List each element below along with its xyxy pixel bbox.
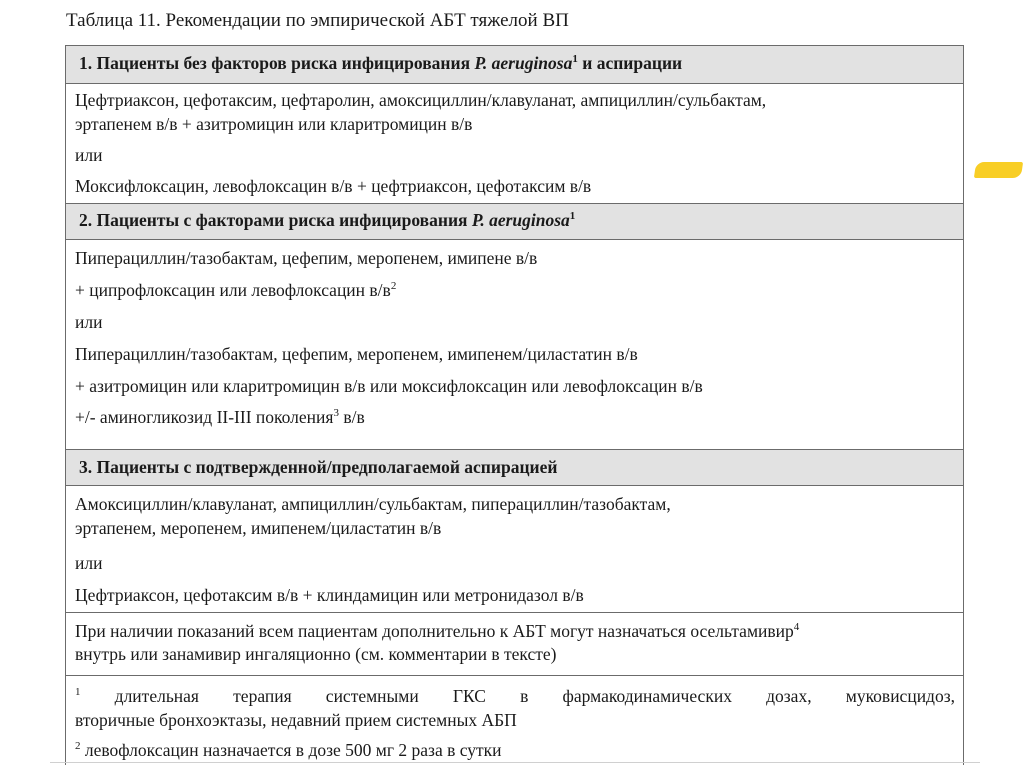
or-separator: или [75,312,103,332]
antiviral-note [66,613,963,676]
section-1-body [66,84,963,204]
footnote-1: $^1$ длительная терапия системными ГКС в фармакодинамических дозах, муковисцидоз, [75,686,955,706]
regimen-line: Пиперациллин/тазобактам, цефепим, меропенем, имипенем/циластатин в/в [75,344,638,364]
section-2-title: 2. Пациенты с факторами риска инфицирования P. aeruginosa$^1$ [79,210,576,230]
regimen-line: +/- аминогликозид II-III поколения$^3$ в/в [75,407,365,427]
regimen-line: Цефтриаксон, цефотаксим, цефтаролин, амоксициллин/клавуланат, ампициллин/сульбактам, [75,90,767,110]
section-3-body [66,486,963,613]
highlighter-mark [974,162,1023,178]
section-3-header [66,450,963,486]
note-line: внутрь или занамивир ингаляционно (см. комментарии в тексте) [75,644,557,664]
regimen-line: Пиперациллин/тазобактам, цефепим, меропенем, имипене в/в [75,248,538,268]
table-caption: Таблица 11. Рекомендации по эмпирической АБТ тяжелой ВП [66,10,569,31]
regimen-line: Цефтриаксон, цефотаксим в/в + клиндамицин или метронидазол в/в [75,585,584,605]
note-line: При наличии показаний всем пациентам дополнительно к АБТ могут назначаться осельтамивир$^4$ [75,621,800,641]
regimen-line: Амоксициллин/клавуланат, ампициллин/сульбактам, пиперациллин/тазобактам, [75,494,671,514]
footnotes [66,676,963,766]
section-1-header [66,46,963,84]
section-3-title: 3. Пациенты с подтвержденной/предполагаемой аспирацией [79,457,558,477]
regimen-line: эртапенем, меропенем, имипенем/циластатин в/в [75,518,442,538]
regimen-line: эртапенем в/в + азитромицин или кларитромицин в/в [75,114,473,134]
section-2-body [66,240,963,450]
page-bottom-edge [50,762,980,763]
or-separator: или [75,145,103,165]
recommendations-table [65,45,964,765]
footnote-1-continued: вторичные бронхоэктазы, недавний прием системных АБП [75,710,517,730]
organism-name: P. aeruginosa [474,53,573,73]
regimen-line: + ципрофлоксацин или левофлоксацин $в/в^2$ [75,280,397,300]
organism-name: P. aeruginosa [471,210,570,230]
footnote-2: $^2$ левофлоксацин назначается в дозе 500 мг 2 раза в сутки [75,740,502,760]
section-1-title: 1. Пациенты без факторов риска инфицирования P. aeruginosa$^1$ и аспирации [79,53,683,73]
or-separator: или [75,553,103,573]
section-2-header [66,204,963,240]
regimen-line: Моксифлоксацин, левофлоксацин в/в + цефтриаксон, цефотаксим в/в [75,176,592,196]
regimen-line: + азитромицин или кларитромицин в/в или моксифлоксацин или левофлоксацин в/в [75,376,703,396]
